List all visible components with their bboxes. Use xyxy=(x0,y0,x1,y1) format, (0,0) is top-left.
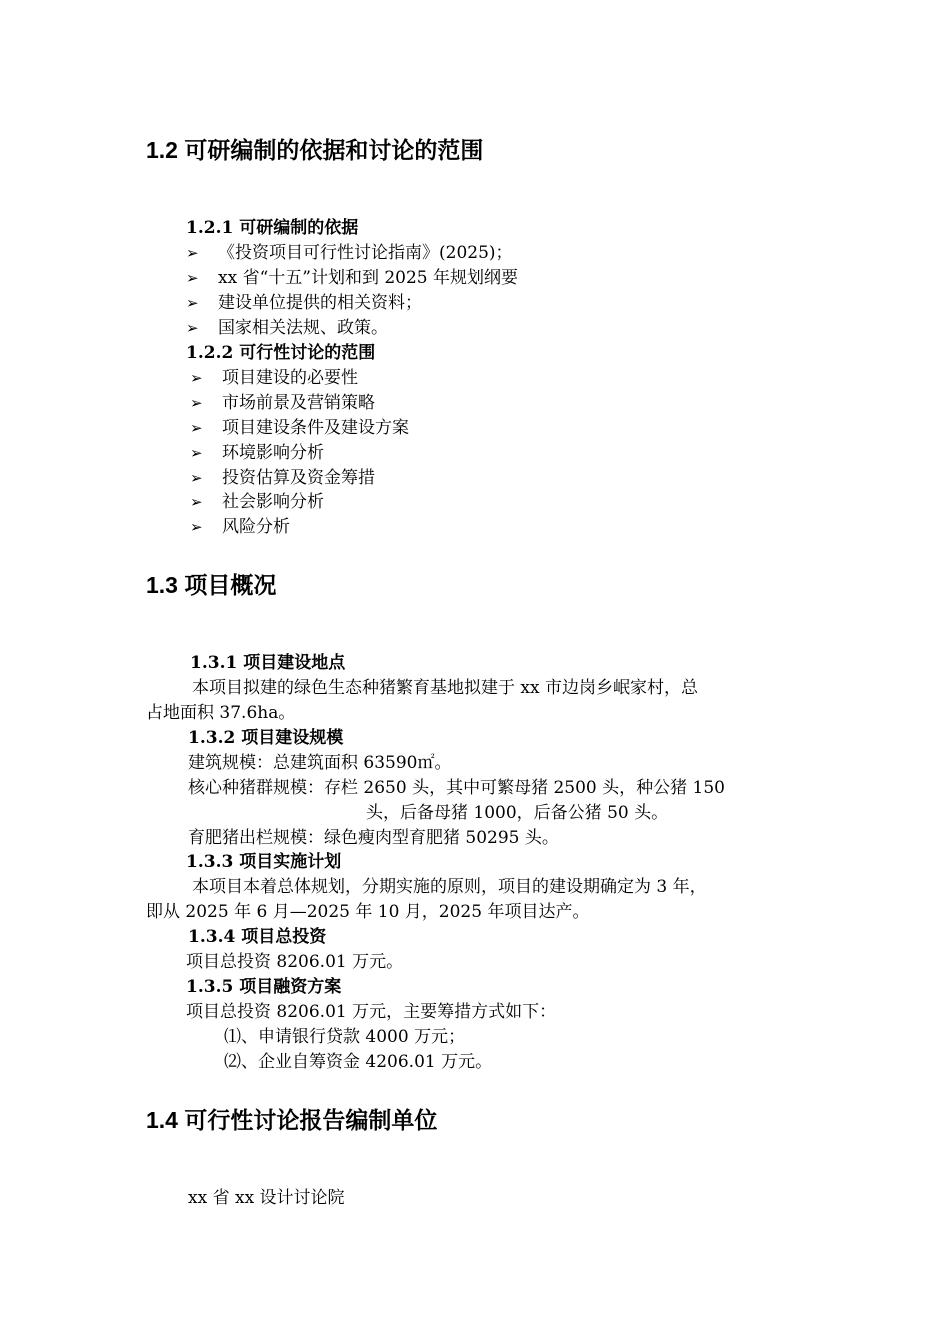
section-1-3-heading: 1.3 项目概况 xyxy=(146,572,277,598)
location-text-line2: 占地面积 37.6ha。 xyxy=(146,703,296,723)
bullet-arrow-icon: ➢ xyxy=(186,319,199,337)
list-item: 投资估算及资金筹措 xyxy=(222,468,375,488)
bullet-arrow-icon: ➢ xyxy=(186,244,199,262)
list-item: 建设单位提供的相关资料； xyxy=(218,293,422,313)
plan-text-line2: 即从 2025 年 6 月—2025 年 10 月，2025 年项目达产。 xyxy=(146,902,590,922)
bullet-arrow-icon: ➢ xyxy=(186,294,199,312)
subsection-1-3-5-heading: 1.3.5 项目融资方案 xyxy=(186,977,342,997)
core-herd-scale-line2: 头，后备母猪 1000，后备公猪 50 头。 xyxy=(366,803,669,823)
financing-intro-text: 项目总投资 8206.01 万元，主要筹措方式如下： xyxy=(186,1002,557,1022)
bullet-arrow-icon: ➢ xyxy=(190,493,203,511)
investment-text: 项目总投资 8206.01 万元。 xyxy=(186,952,404,972)
list-item: 项目建设的必要性 xyxy=(222,368,358,388)
subsection-1-2-2-heading: 1.2.2 可行性讨论的范围 xyxy=(186,343,376,363)
subsection-1-3-2-heading: 1.3.2 项目建设规模 xyxy=(188,728,344,748)
list-item: 市场前景及营销策略 xyxy=(222,393,375,413)
bullet-arrow-icon: ➢ xyxy=(190,444,203,462)
section-1-4-heading: 1.4 可行性讨论报告编制单位 xyxy=(146,1107,438,1133)
bullet-arrow-icon: ➢ xyxy=(190,419,203,437)
bullet-arrow-icon: ➢ xyxy=(190,518,203,536)
organization-name: xx 省 xx 设计讨论院 xyxy=(188,1188,345,1208)
list-item: 《投资项目可行性讨论指南》(2025)； xyxy=(218,243,513,263)
bullet-arrow-icon: ➢ xyxy=(190,394,203,412)
fattening-scale-text: 育肥猪出栏规模：绿色瘦肉型育肥猪 50295 头。 xyxy=(188,828,559,848)
building-scale-text: 建筑规模：总建筑面积 63590㎡。 xyxy=(188,753,452,773)
subsection-1-2-1-heading: 1.2.1 可研编制的依据 xyxy=(186,218,359,238)
financing-item-1: ⑴、申请银行贷款 4000 万元； xyxy=(224,1027,466,1047)
subsection-1-3-3-heading: 1.3.3 项目实施计划 xyxy=(186,852,342,872)
list-item: 项目建设条件及建设方案 xyxy=(222,418,409,438)
subsection-1-3-1-heading: 1.3.1 项目建设地点 xyxy=(190,653,346,673)
list-item: 社会影响分析 xyxy=(222,492,324,512)
list-item: xx 省“十五”计划和到 2025 年规划纲要 xyxy=(218,268,519,288)
core-herd-scale-line1: 核心种猪群规模：存栏 2650 头，其中可繁母猪 2500 头，种公猪 150 xyxy=(188,778,725,798)
location-text-line1: 本项目拟建的绿色生态种猪繁育基地拟建于 xx 市边岗乡岷家村，总 xyxy=(192,678,698,698)
list-item: 国家相关法规、政策。 xyxy=(218,318,388,338)
list-item: 环境影响分析 xyxy=(222,443,324,463)
section-1-2-heading: 1.2 可研编制的依据和讨论的范围 xyxy=(146,137,484,163)
bullet-arrow-icon: ➢ xyxy=(186,269,199,287)
bullet-arrow-icon: ➢ xyxy=(190,469,203,487)
bullet-arrow-icon: ➢ xyxy=(190,369,203,387)
subsection-1-3-4-heading: 1.3.4 项目总投资 xyxy=(188,927,327,947)
financing-item-2: ⑵、企业自筹资金 4206.01 万元。 xyxy=(224,1052,493,1072)
plan-text-line1: 本项目本着总体规划，分期实施的原则，项目的建设期确定为 3 年， xyxy=(192,877,707,897)
list-item: 风险分析 xyxy=(222,517,290,537)
